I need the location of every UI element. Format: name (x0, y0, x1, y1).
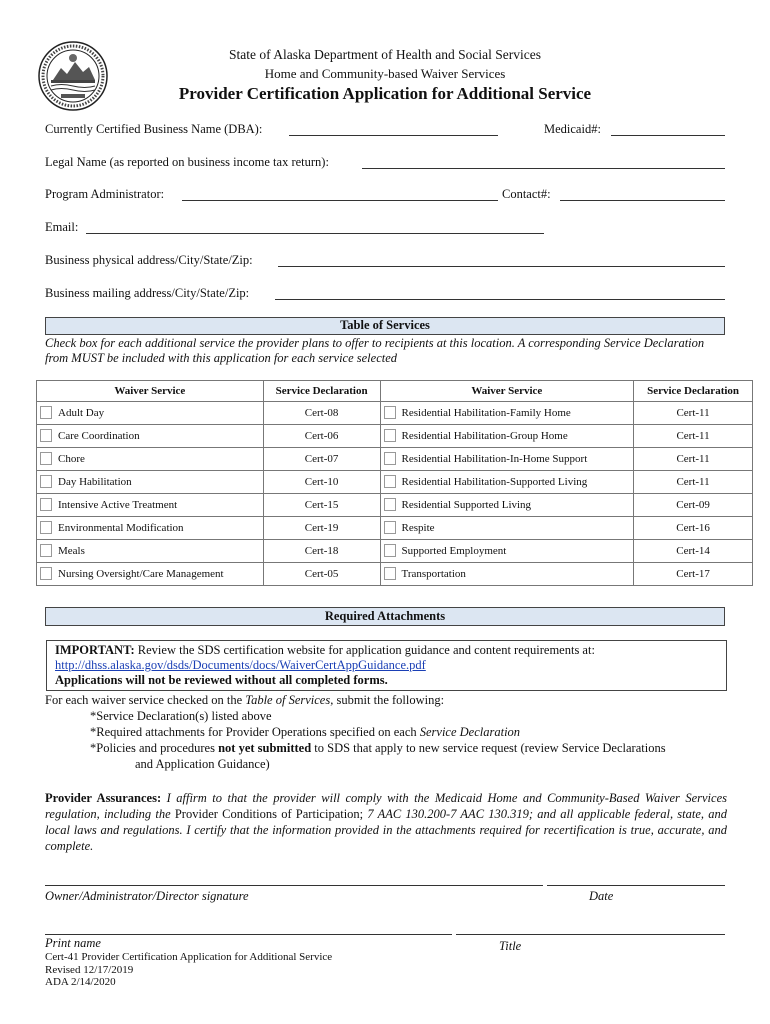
important-text: Review the SDS certification website for application guidance and content requirements at: (134, 643, 595, 657)
service-cert: Cert-06 (263, 425, 380, 448)
important-label: IMPORTANT: (55, 643, 135, 657)
residential-supported-living-checkbox[interactable] (384, 498, 396, 511)
service-name: Supported Employment (401, 545, 507, 557)
service-name: Transportation (401, 568, 466, 580)
service-name: Residential Habilitation-Supported Living (401, 476, 588, 488)
date-label: Date (589, 889, 614, 903)
item-policies-rest: to SDS that apply to new service request (review Service Declarations (311, 741, 666, 755)
care-coordination-checkbox[interactable] (40, 429, 52, 442)
service-cert: Cert-07 (263, 448, 380, 471)
service-name: Adult Day (58, 407, 105, 419)
review-warning: Applications will not be reviewed without all completed forms. (55, 673, 388, 687)
item-attachments-italic: Service Declaration (419, 725, 521, 739)
service-name: Care Coordination (58, 430, 140, 442)
service-cert: Cert-11 (634, 402, 753, 425)
table-header-row (37, 381, 753, 402)
service-name: Intensive Active Treatment (58, 499, 178, 511)
print-name-field[interactable] (45, 934, 452, 935)
assurances-text-end: 7 AAC 130.200-7 AAC 130.319; and all applicable federal, state, and local laws and regulations. I certify that the information provided in the attachments required for recertification is true, accurate, and complete. (45, 807, 727, 853)
col-waiver-service: Waiver Service (380, 381, 634, 402)
physical-address-field[interactable] (278, 266, 725, 267)
email-label: Email: (45, 220, 79, 234)
service-cert: Cert-05 (263, 563, 380, 586)
mailing-address-label: Business mailing address/City/State/Zip: (45, 286, 250, 300)
item-policies-bold: not yet submitted (218, 741, 312, 755)
service-name: Day Habilitation (58, 476, 132, 488)
services-instructions: Check box for each additional service the provider plans to offer to recipients at this location. A corresponding Service Declaration from MUST be included with this application for each service selected (45, 336, 705, 365)
dba-field[interactable] (289, 135, 498, 136)
service-cert: Cert-08 (263, 402, 380, 425)
mailing-address-field[interactable] (275, 299, 725, 300)
assurances-text: I affirm to that the provider will comply with the Medicaid Home and Community-Based Waiver Services regulation, including the (45, 791, 727, 821)
table-row (37, 425, 753, 448)
important-notice-box (46, 640, 727, 691)
environmental-modification-checkbox[interactable] (40, 521, 52, 534)
table-row (37, 540, 753, 563)
chore-checkbox[interactable] (40, 452, 52, 465)
owner-signature-label: Owner/Administrator/Director signature (45, 889, 249, 903)
transportation-checkbox[interactable] (384, 567, 396, 580)
revised-date: Revised 12/17/2019 (45, 963, 134, 976)
adult-day-checkbox[interactable] (40, 406, 52, 419)
required-attachments-heading: Required Attachments (45, 607, 725, 626)
physical-address-label: Business physical address/City/State/Zip: (45, 253, 253, 267)
form-footer (45, 951, 332, 989)
form-id: Cert-41 Provider Certification Application for Additional Service (45, 951, 333, 963)
service-cert: Cert-10 (263, 471, 380, 494)
service-name: Chore (58, 453, 85, 465)
ada-date: ADA 2/14/2020 (45, 976, 116, 988)
table-row (37, 448, 753, 471)
title-label: Title (499, 939, 522, 953)
service-name: Meals (58, 545, 85, 557)
day-habilitation-checkbox[interactable] (40, 475, 52, 488)
guidance-link[interactable]: http://dhss.alaska.gov/dsds/Documents/docs/WaiverCertAppGuidance.pdf (55, 658, 426, 672)
intro-text-end: submit the following: (333, 693, 445, 707)
dba-label: Currently Certified Business Name (DBA): (45, 122, 263, 136)
intro-text: For each waiver service checked on the (45, 693, 246, 707)
service-cert: Cert-16 (634, 517, 753, 540)
medicaid-field[interactable] (611, 135, 725, 136)
service-name: Respite (401, 522, 435, 534)
nursing-oversight-checkbox[interactable] (40, 567, 52, 580)
table-of-services-heading: Table of Services (45, 317, 725, 335)
item-policies: *Policies and procedures (90, 741, 219, 755)
service-cert: Cert-14 (634, 540, 753, 563)
col-service-declaration: Service Declaration (263, 381, 380, 402)
service-name: Environmental Modification (58, 522, 184, 534)
provider-assurances (45, 790, 727, 854)
service-name: Nursing Oversight/Care Management (58, 568, 224, 580)
legal-name-field[interactable] (362, 168, 725, 169)
intensive-active-treatment-checkbox[interactable] (40, 498, 52, 511)
legal-name-label: Legal Name (as reported on business income tax return): (45, 155, 329, 169)
service-cert: Cert-11 (634, 448, 753, 471)
service-cert: Cert-11 (634, 425, 753, 448)
service-name: Residential Habilitation-In-Home Support (401, 453, 588, 465)
item-policies-continued: and Application Guidance) (135, 757, 270, 771)
service-cert: Cert-18 (263, 540, 380, 563)
owner-signature-field[interactable] (45, 885, 543, 886)
title-field[interactable] (456, 934, 725, 935)
service-name: Residential Habilitation-Group Home (401, 430, 568, 442)
table-row (37, 517, 753, 540)
email-field[interactable] (86, 233, 544, 234)
res-hab-group-home-checkbox[interactable] (384, 429, 396, 442)
program-admin-field[interactable] (182, 200, 498, 201)
res-hab-in-home-checkbox[interactable] (384, 452, 396, 465)
res-hab-family-home-checkbox[interactable] (384, 406, 396, 419)
service-cert: Cert-17 (634, 563, 753, 586)
assurances-conditions: Provider Conditions of Participation; (174, 807, 364, 821)
table-row (37, 471, 753, 494)
intro-italic: Table of Services, (245, 693, 334, 707)
meals-checkbox[interactable] (40, 544, 52, 557)
date-field[interactable] (547, 885, 725, 886)
respite-checkbox[interactable] (384, 521, 396, 534)
table-row (37, 402, 753, 425)
form-title: Provider Certification Application for Additional Service (178, 84, 592, 103)
item-service-declaration: *Service Declaration(s) listed above (90, 709, 272, 723)
service-cert: Cert-09 (634, 494, 753, 517)
service-name: Residential Supported Living (401, 499, 532, 511)
col-waiver-service: Waiver Service (37, 381, 264, 402)
attachments-instructions (45, 692, 735, 772)
program-admin-label: Program Administrator: (45, 187, 165, 201)
service-cert: Cert-19 (263, 517, 380, 540)
res-hab-supported-living-checkbox[interactable] (384, 475, 396, 488)
table-row (37, 563, 753, 586)
print-name-label: Print name (45, 936, 101, 950)
department-name: State of Alaska Department of Health and Social Services (229, 47, 541, 62)
assurances-label: Provider Assurances: (45, 791, 162, 805)
service-name: Residential Habilitation-Family Home (401, 407, 571, 419)
contact-field[interactable] (560, 200, 725, 201)
division-name: Home and Community-based Waiver Services (264, 66, 506, 81)
service-cert: Cert-11 (634, 471, 753, 494)
table-row (37, 494, 753, 517)
supported-employment-checkbox[interactable] (384, 544, 396, 557)
services-table (36, 380, 753, 586)
item-attachments: *Required attachments for Provider Operations specified on each (90, 725, 420, 739)
col-service-declaration: Service Declaration (634, 381, 753, 402)
contact-label: Contact#: (502, 187, 551, 201)
service-cert: Cert-15 (263, 494, 380, 517)
medicaid-label: Medicaid#: (544, 122, 601, 136)
